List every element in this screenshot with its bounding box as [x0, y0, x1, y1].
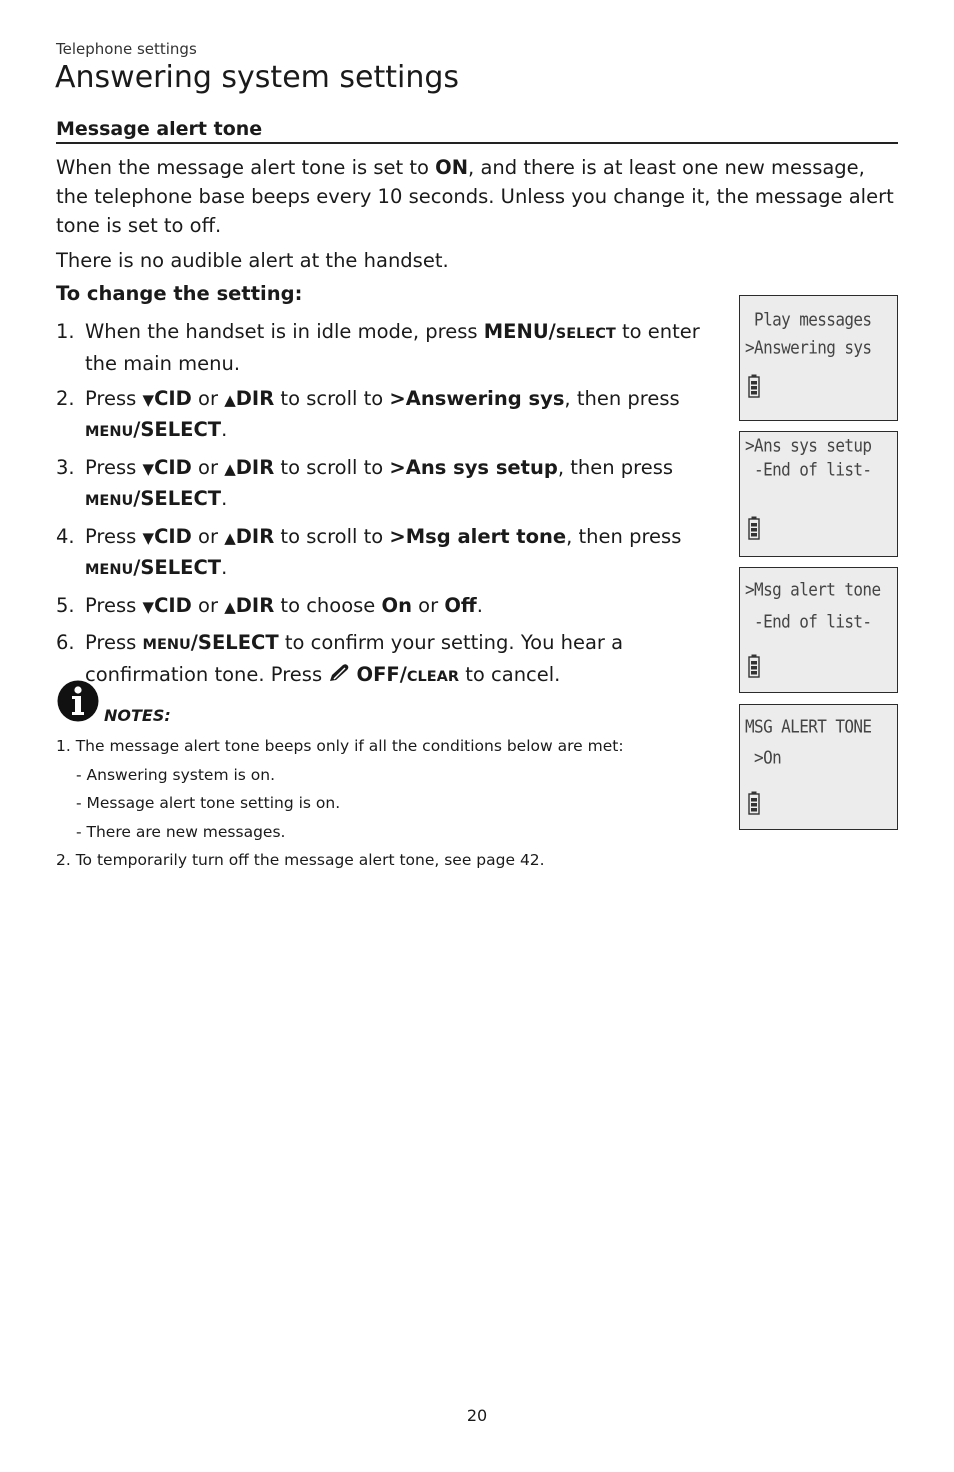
cid-key: CID: [154, 387, 192, 410]
handset-off-icon: [328, 663, 350, 683]
step-text: When the handset is in idle mode, press: [85, 320, 484, 343]
intro-text-b: , and there is at least one new message, the telephone base beeps every 10 seconds. Unless you change it, the message alert tone is set to off.: [56, 156, 894, 237]
select-key: SELECT: [555, 326, 616, 342]
lcd-screen-ans-sys-setup: [739, 431, 898, 557]
lcd-line: >On: [745, 746, 782, 769]
battery-icon: [748, 654, 760, 678]
step-1: [56, 317, 716, 378]
step-text: .: [221, 418, 228, 441]
dir-key: DIR: [235, 525, 275, 548]
battery-icon: [748, 791, 760, 815]
down-triangle-icon: ▼: [142, 391, 155, 409]
select-key: /SELECT: [190, 631, 279, 654]
note-subitem: - Message alert tone setting is on.: [76, 794, 341, 812]
lcd-screen-msg-alert-tone-on: [739, 704, 898, 830]
lcd-line: Play messages: [745, 308, 872, 331]
step-text: Press: [85, 631, 143, 654]
step-text: Press: [85, 594, 143, 617]
breadcrumb: Telephone settings: [56, 40, 197, 58]
step-number: 4.: [56, 525, 75, 548]
notes-label: NOTES:: [104, 706, 171, 725]
step-6: [56, 628, 716, 692]
off-key: OFF/: [356, 663, 407, 686]
step-5: [56, 591, 716, 622]
dir-key: DIR: [235, 594, 275, 617]
step-text: to confirm your setting. You hear a confirmation tone. Press: [85, 631, 624, 686]
dir-key: DIR: [235, 387, 275, 410]
step-2: [56, 384, 716, 447]
step-text: to scroll to: [274, 525, 390, 548]
step-number: 5.: [56, 594, 75, 617]
cid-key: CID: [154, 456, 192, 479]
up-triangle-icon: ▲: [224, 391, 236, 409]
step-text: , then press: [566, 525, 682, 548]
intro-paragraph: [56, 153, 898, 240]
lcd-line: >Msg alert tone: [745, 578, 881, 601]
step-number: 3.: [56, 456, 75, 479]
intro-text-a: When the message alert tone is set to: [56, 156, 436, 179]
step-text: Press: [85, 387, 143, 410]
step-text: Press: [85, 525, 143, 548]
step-4: [56, 522, 716, 585]
step-text: .: [221, 556, 228, 579]
select-key: /SELECT: [133, 418, 222, 441]
to-change-heading: To change the setting:: [56, 282, 303, 305]
clear-key: CLEAR: [406, 669, 460, 685]
note-subitem: - Answering system is on.: [76, 765, 276, 784]
menu-key: MENU/: [483, 320, 556, 343]
menu-key: MENU: [85, 493, 134, 509]
battery-icon: [748, 516, 760, 540]
menu-target: >Ans sys setup: [389, 456, 558, 479]
select-key: /SELECT: [133, 487, 222, 510]
step-3: [56, 453, 716, 516]
menu-target: >Answering sys: [389, 387, 565, 410]
step-text: .: [476, 594, 483, 617]
lcd-screen-answering-sys: [739, 295, 898, 421]
up-triangle-icon: ▲: [224, 460, 236, 478]
off-option: Off: [444, 594, 477, 617]
step-text: , then press: [557, 456, 674, 479]
step-number: 6.: [56, 631, 75, 654]
menu-key: MENU: [142, 637, 191, 653]
step-text: to enter the main menu.: [85, 320, 700, 375]
step-text: or: [191, 594, 225, 617]
down-triangle-icon: ▼: [142, 598, 155, 616]
step-text: Press: [85, 456, 143, 479]
menu-key: MENU: [85, 424, 134, 440]
no-alert-paragraph: There is no audible alert at the handset.: [56, 249, 449, 272]
intro-on-keyword: ON: [435, 156, 469, 179]
battery-icon: [748, 374, 760, 398]
lcd-line: -End of list-: [745, 610, 872, 633]
step-number: 2.: [56, 387, 75, 410]
note-subitem: - There are new messages.: [76, 822, 286, 841]
lcd-line: >Ans sys setup: [745, 434, 872, 457]
down-triangle-icon: ▼: [142, 529, 155, 547]
dir-key: DIR: [235, 456, 275, 479]
step-text: .: [221, 487, 228, 510]
up-triangle-icon: ▲: [224, 529, 236, 547]
note-item: 1. The message alert tone beeps only if all the conditions below are met:: [56, 737, 624, 755]
info-icon: [57, 680, 99, 722]
lcd-line: >Answering sys: [745, 336, 872, 359]
note-item: 2. To temporarily turn off the message alert tone, see page 42.: [56, 851, 545, 869]
step-text: or: [191, 525, 225, 548]
on-option: On: [381, 594, 412, 617]
step-text: to choose: [274, 594, 382, 617]
lcd-screen-msg-alert-tone: [739, 567, 898, 693]
step-text: , then press: [564, 387, 680, 410]
step-text: or: [191, 387, 225, 410]
steps-list: [56, 317, 716, 698]
step-text: or: [191, 456, 225, 479]
step-text: to scroll to: [274, 456, 390, 479]
cid-key: CID: [154, 594, 192, 617]
lcd-line: MSG ALERT TONE: [745, 715, 872, 738]
menu-key: MENU: [85, 562, 134, 578]
notes-list: [56, 732, 624, 875]
page-title: Answering system settings: [55, 60, 460, 95]
step-text: or: [411, 594, 445, 617]
page-number: 20: [466, 1406, 488, 1425]
up-triangle-icon: ▲: [224, 598, 236, 616]
step-number: 1.: [56, 320, 75, 343]
cid-key: CID: [154, 525, 192, 548]
step-text: to scroll to: [274, 387, 390, 410]
section-heading: Message alert tone: [56, 118, 898, 144]
down-triangle-icon: ▼: [142, 460, 155, 478]
select-key: /SELECT: [133, 556, 222, 579]
lcd-line: -End of list-: [745, 458, 872, 481]
menu-target: >Msg alert tone: [389, 525, 567, 548]
step-text: to cancel.: [459, 663, 561, 686]
